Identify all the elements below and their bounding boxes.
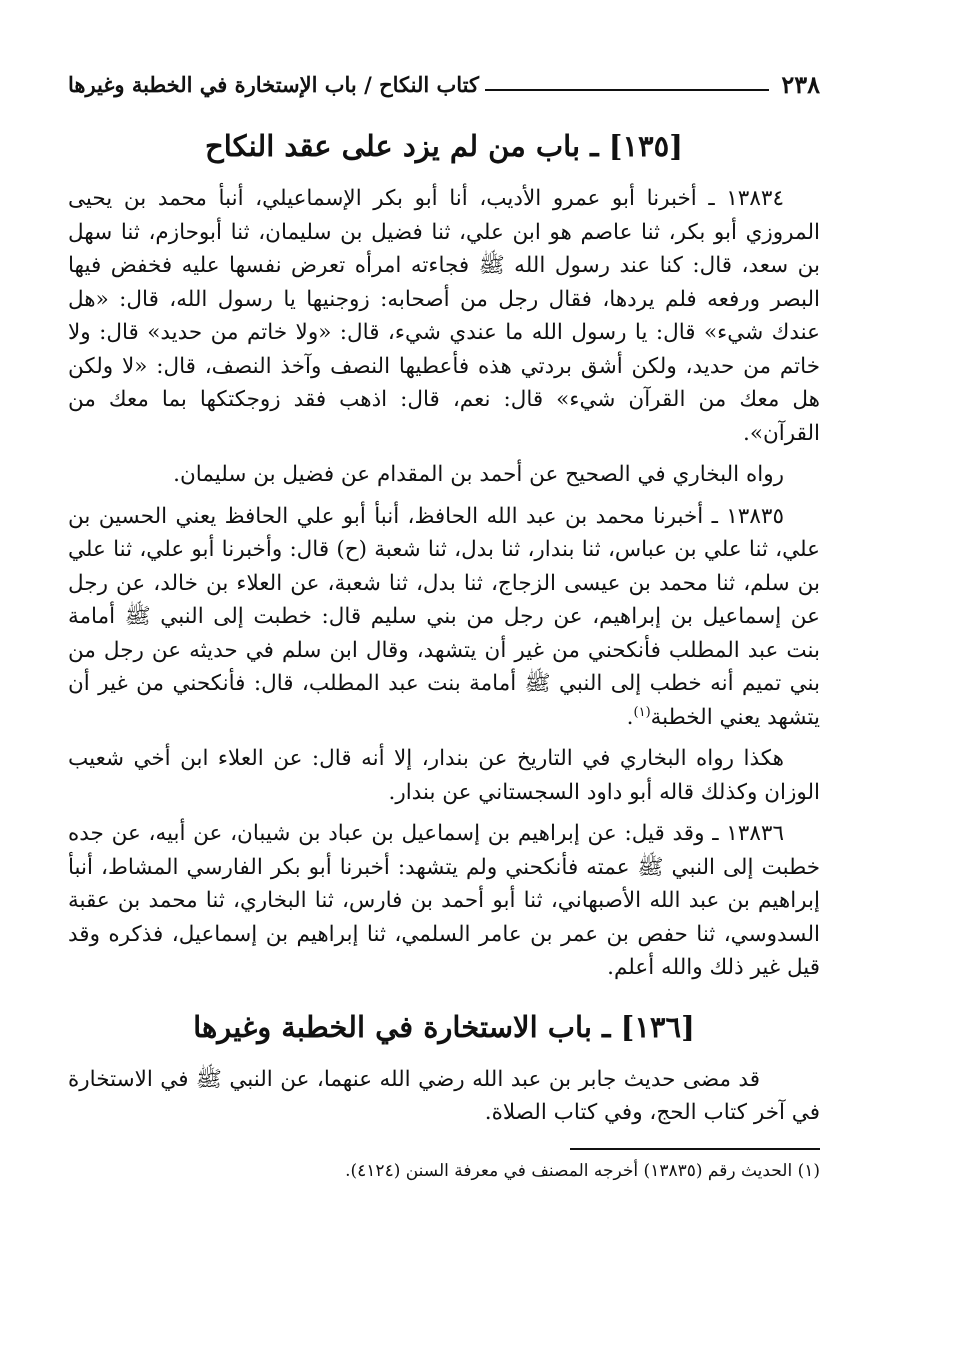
istikhara-note: قد مضى حديث جابر بن عبد الله رضي الله عنهما، عن النبي ﷺ في الاستخارة في آخر كتاب الحج، وفي كتاب الصلاة. [68,1066,820,1125]
hadith-13835-end: . [626,704,634,730]
footnote-divider [570,1148,820,1150]
chapter-heading-135: [١٣٥] ـ باب من لم يزد على عقد النكاح [205,129,683,163]
narration-note-tarikh: هكذا رواه البخاري في التاريخ عن بندار، إلا أنه قال: عن العلاء ابن أخي شعيب الوزان وكذلك قاله أبو داود السجستاني عن بندار. [68,746,820,805]
running-header [68,64,820,104]
book-page [68,64,820,1186]
hadith-13834: ١٣٨٣٤ ـ أخبرنا أبو عمرو الأديب، أنا أبو بكر الإسماعيلي، أنبأ محمد بن يحيى المروزي أبو بكر، ثنا عاصم هو ابن علي، ثنا فضيل بن سليمان، ثنا أبوحازم، ثنا سهل بن سعد، قال: كنا عند رسول الله ﷺ فجاءته امرأه تعرض نفسها عليه فخفض فيها البصر ورفعه فلم يردها، فقال رجل من أصحابه: زوجنيها يا رسول الله، قال: «هل عندك شيء» قال: يا رسول الله ما عندي شيء، قال: «ولا خاتم من حديد» قال: ولا خاتم من حديد، ولكن أشق بردتي هذه فأعطيها النصف وآخذ النصف، قال: «لا ولكن هل معك من القرآن شيء» قال: نعم، قال: اذهب فقد زوجكتكها بما معك من القرآن». [68,186,820,446]
narration-note-bukhari: رواه البخاري في الصحيح عن أحمد بن المقدام عن فضيل بن سليمان. [173,462,784,487]
hadith-13836: ١٣٨٣٦ ـ وقد قيل: عن إبراهيم بن إسماعيل بن عباد بن شيبان، عن أبيه، عن جده خطبت إلى النبي ﷺ عمته فأنكحني ولم يتشهد: أخبرنا أبو بكر الفارسي المشاط، أنبأ إبراهيم بن عبد الله الأصبهاني، ثنا أبو أحمد بن فارس، ثنا البخاري، ثنا محمد بن عقبة السدوسي، ثنا حفص بن عمر بن عامر السلمي، ثنا إبراهيم بن إسماعيل، فذكره وقد قيل غير ذلك والله أعلم. [68,821,820,980]
chapter-heading-136: [١٣٦] ـ باب الاستخارة في الخطبة وغيرها [193,1009,695,1044]
header-rule [485,89,769,91]
hadith-13835-text: ١٣٨٣٥ ـ أخبرنا محمد بن عبد الله الحافظ، أنبأ أبو علي الحافظ يعني الحسين بن علي، ثنا علي بن عباس، ثنا بندار، ثنا بدل، ثنا شعبة (ح) قال: وأخبرنا أبو علي، ثنا علي بن سلم، ثنا محمد بن عيسى الزجاج، ثنا بدل، ثنا شعبة، عن العلاء بن خالد، عن رجل عن إسماعيل بن إبراهيم، عن رجل من بني سليم قال: خطبت إلى النبي ﷺ أمامة بنت عبد المطلب فأنكحني من غير أن يتشهد، وقال ابن سلم في حديثه عن رجل من بني تميم أنه خطب إلى النبي ﷺ أمامة بنت عبد المطلب، قال: فأنكحني من غير أن يتشهد يعني الخطبة [68,503,820,730]
page-number: ٢٣٨ [781,69,820,99]
hadith-13835 [68,500,820,735]
footnote-1: (١) الحديث رقم (١٣٨٣٥) أخرجه المصنف في معرفة السنن (٤١٢٤). [345,1160,820,1181]
running-title: كتاب النكاح / باب الإستخارة في الخطبة وغيرها [68,71,479,97]
footnote-reference: (١) [633,704,651,720]
